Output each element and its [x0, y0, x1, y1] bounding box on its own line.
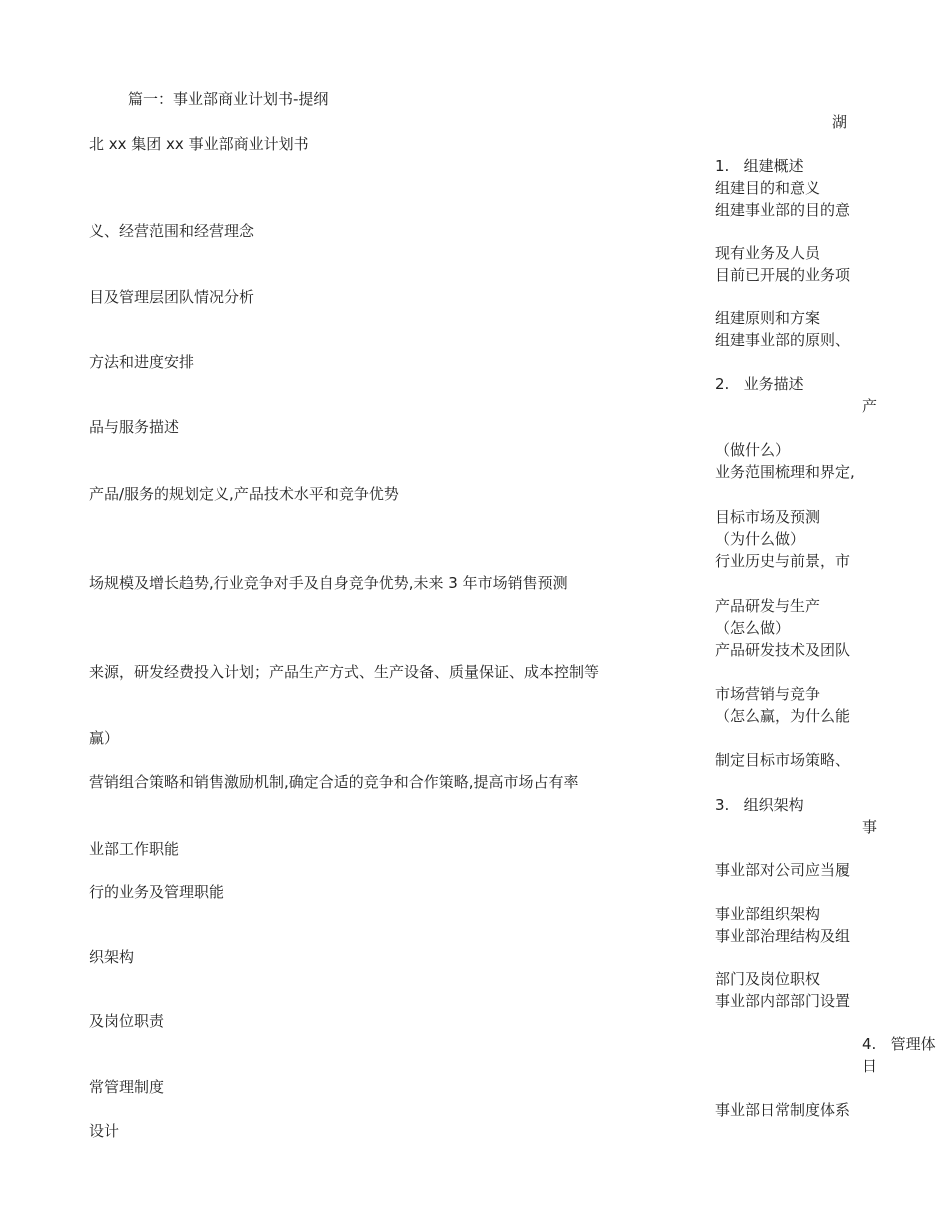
left-line: 来源，研发经费投入计划；产品生产方式、生产设备、质量保证、成本控制等 — [89, 663, 600, 681]
right-line: （做什么） — [715, 441, 791, 459]
left-line: 方法和进度安排 — [89, 353, 195, 371]
right-line: 产品研发与生产 — [715, 597, 821, 615]
left-line: 及岗位职责 — [89, 1012, 165, 1030]
left-line: 营销组合策略和销售激励机制,确定合适的竞争和合作策略,提高市场占有率 — [89, 773, 579, 791]
right-line: 市场营销与竞争 — [715, 685, 821, 703]
right-line: 制定目标市场策略、 — [715, 751, 851, 769]
right-line: 组建事业部的原则、 — [715, 331, 851, 349]
right-line: 目前已开展的业务项 — [715, 266, 851, 284]
right-line: 湖 — [832, 113, 848, 131]
right-line: 部门及岗位职权 — [715, 970, 821, 988]
right-line: （怎么做） — [715, 619, 791, 637]
right-line: 产品研发技术及团队 — [715, 641, 851, 659]
left-line: 常管理制度 — [89, 1078, 165, 1096]
section-heading: 1. 组建概述 — [715, 157, 804, 175]
right-line: 事 — [862, 818, 878, 836]
right-line: 组建目的和意义 — [715, 179, 821, 197]
section-heading: 2. 业务描述 — [715, 375, 804, 393]
left-line: 场规模及增长趋势,行业竞争对手及自身竞争优势,未来 3 年市场销售预测 — [89, 574, 568, 592]
right-line: 事业部内部部门设置 — [715, 992, 851, 1010]
right-line: （为什么做） — [715, 530, 806, 548]
section-heading: 3. 组织架构 — [715, 796, 804, 814]
right-line: 事业部对公司应当履 — [715, 861, 851, 879]
right-line: 组建事业部的目的意 — [715, 201, 851, 219]
right-line: 事业部日常制度体系 — [715, 1101, 851, 1119]
left-line: 赢） — [89, 729, 120, 747]
right-line: 事业部组织架构 — [715, 905, 821, 923]
right-line: 目标市场及预测 — [715, 508, 821, 526]
left-line: 业部工作职能 — [89, 840, 180, 858]
left-line: 品与服务描述 — [89, 418, 180, 436]
left-line: 义、经营范围和经营理念 — [89, 222, 255, 240]
right-line: 现有业务及人员 — [715, 244, 821, 262]
right-line: 产 — [862, 397, 878, 415]
left-line: 行的业务及管理职能 — [89, 883, 225, 901]
right-line: 行业历史与前景，市 — [715, 552, 851, 570]
left-line: 设计 — [89, 1122, 120, 1140]
right-line: （怎么赢，为什么能 — [715, 707, 851, 725]
right-line: 业务范围梳理和界定, — [715, 463, 855, 481]
left-line: 产品/服务的规划定义,产品技术水平和竞争优势 — [89, 485, 399, 503]
document-subtitle: 北 xx 集团 xx 事业部商业计划书 — [89, 135, 309, 153]
document-title: 篇一：事业部商业计划书-提纲 — [128, 90, 329, 108]
right-line: 组建原则和方案 — [715, 309, 821, 327]
left-line: 织架构 — [89, 948, 135, 966]
right-line: 事业部治理结构及组 — [715, 927, 851, 945]
left-line: 目及管理层团队情况分析 — [89, 288, 255, 306]
section-heading: 4. 管理体 — [862, 1035, 936, 1053]
right-line: 日 — [862, 1057, 878, 1075]
